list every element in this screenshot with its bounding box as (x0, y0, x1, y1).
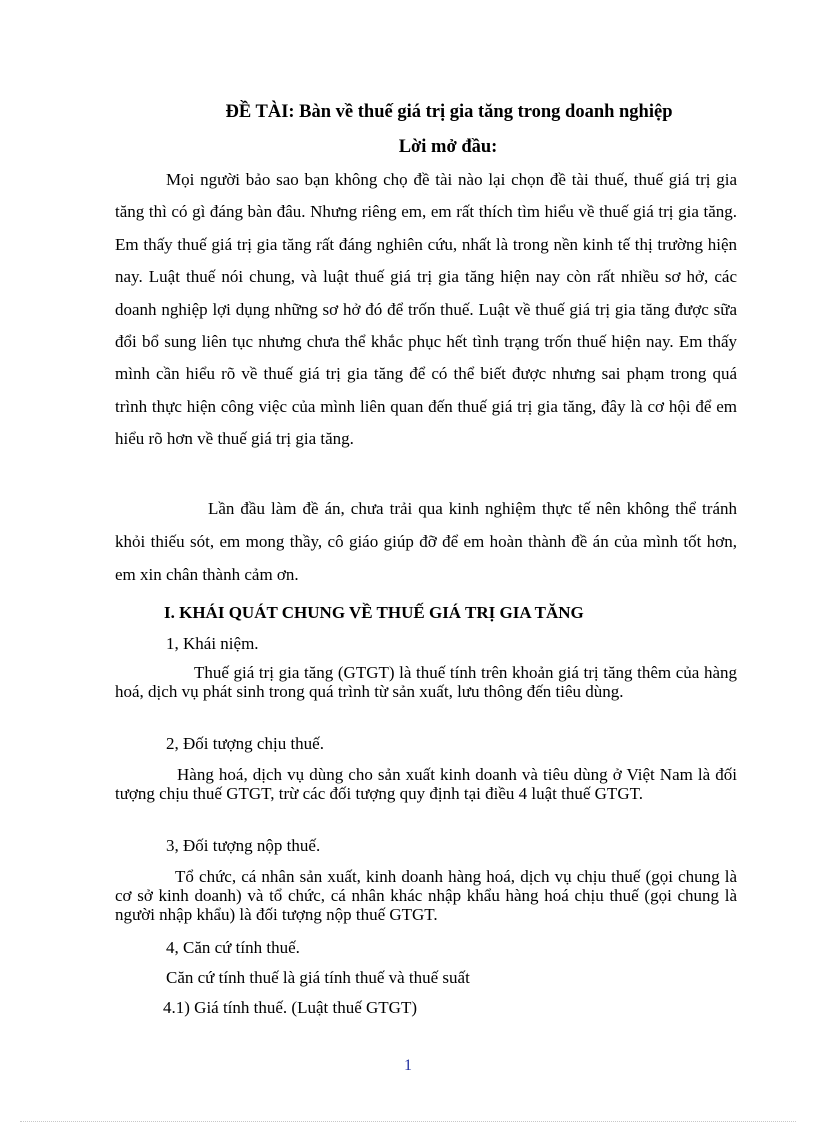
document-title: ĐỀ TÀI: Bàn về thuế giá trị gia tăng trong doanh nghiệp (225, 102, 673, 122)
item-2-label: 2, Đối tượng chịu thuế. (166, 734, 324, 753)
item-4-label: 4, Căn cứ tính thuế. (166, 938, 300, 957)
item-1-label: 1, Khái niệm. (166, 634, 259, 653)
item-4-text: Căn cứ tính thuế là giá tính thuế và thuế suất (166, 968, 470, 987)
intro-paragraph-1: Mọi người bảo sao bạn không chọ đề tài nào lại chọn đề tài thuế, thuế giá trị gia tăng thì có gì đáng bàn đâu. Nhưng riêng em, em rất thích tìm hiểu về thuế giá trị gia tăng. Em thấy thuế giá trị gia tăng rất đáng nghiên cứu, nhất là trong nền kinh tế thị trường hiện nay. Luật thuế nói chung, và luật thuế giá trị gia tăng hiện nay còn rất nhiều sơ hở, các doanh nghiệp lợi dụng những sơ hở đó để trốn thuế. Luật về thuế giá trị gia tăng được sữa đổi bổ sung liên tục nhưng chưa thể khắc phục hết tình trạng trốn thuế hiện nay. Em thấy mình cần hiểu rõ về thuế giá trị gia tăng để có thể biết được nhưng sai phạm trong quá trình thực hiện công việc của mình liên quan đến thuế giá trị gia tăng, đây là cơ hội để em hiểu rõ hơn về thuế giá trị gia tăng. (115, 170, 737, 449)
page-number: 1 (404, 1057, 412, 1074)
intro-paragraph-2: Lần đầu làm đề án, chưa trải qua kinh nghiệm thực tế nên không thể tránh khỏi thiếu sót, em mong thầy, cô giáo giúp đỡ để em hoàn thành đề án của mình tốt hơn, em xin chân thành cảm ơn. (115, 499, 737, 584)
item-2-text: Hàng hoá, dịch vụ dùng cho sản xuất kinh doanh và tiêu dùng ở Việt Nam là đối tượng chịu thuế GTGT, trừ các đối tượng quy định tại điều 4 luật thuế GTGT. (115, 765, 737, 803)
item-3-text: Tổ chức, cá nhân sản xuất, kinh doanh hàng hoá, dịch vụ chịu thuế (gọi chung là cơ sở kinh doanh) và tổ chức, cá nhân khác nhập khẩu hàng hoá chịu thuế (gọi chung là người nhập khẩu) là đối tượng nộp thuế GTGT. (115, 867, 737, 924)
item-4-1-label: 4.1) Giá tính thuế. (Luật thuế GTGT) (163, 998, 417, 1017)
item-1-text: Thuế giá trị gia tăng (GTGT) là thuế tính trên khoản giá trị tăng thêm của hàng hoá, dịch vụ phát sinh trong quá trình từ sản xuất, lưu thông đến tiêu dùng. (115, 663, 737, 701)
page-bottom-border (20, 1121, 796, 1122)
document-subtitle: Lời mở đầu: (398, 137, 498, 157)
item-3-label: 3, Đối tượng nộp thuế. (166, 836, 321, 855)
section-heading: I. KHÁI QUÁT CHUNG VỀ THUẾ GIÁ TRỊ GIA TĂNG (164, 603, 584, 622)
